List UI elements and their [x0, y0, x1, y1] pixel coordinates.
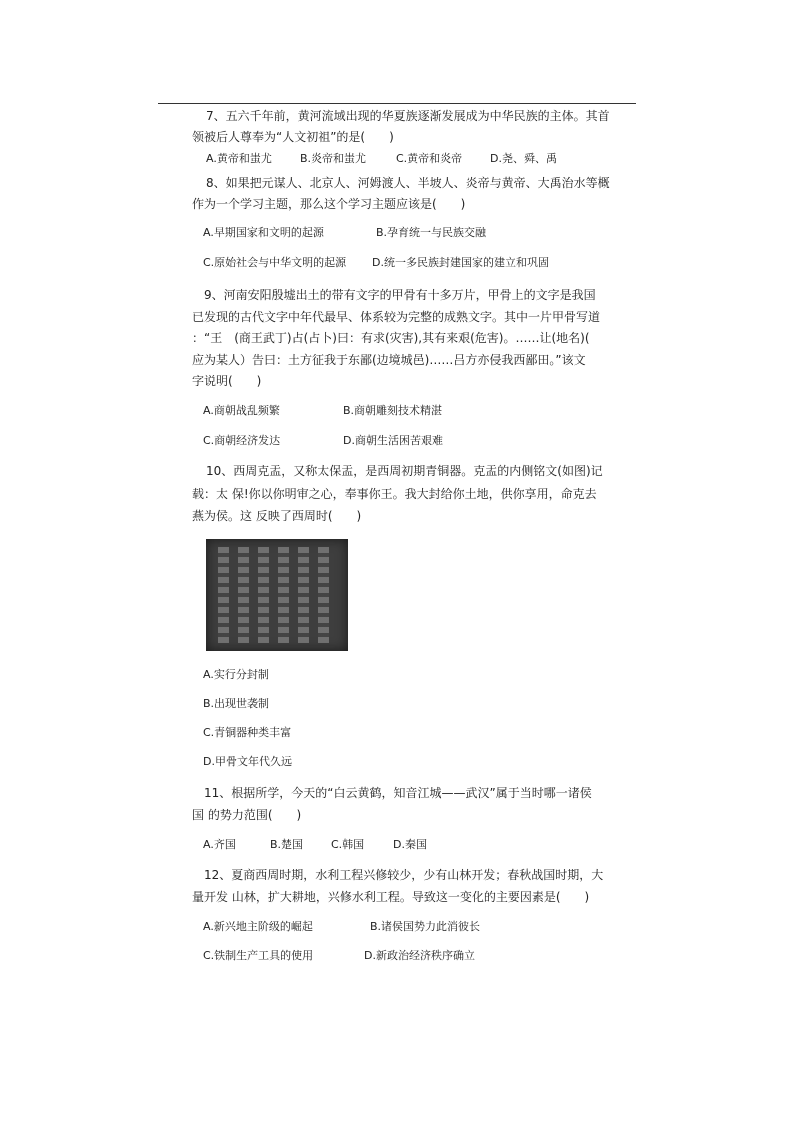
q10-stem-line1: 10、西周克盂，又称太保盂，是西周初期青铜器。克盂的内侧铭文(如图)记	[206, 464, 603, 478]
q9-stem-line4: 应为某人）告曰：土方征我于东鄙(边境城邑)……吕方亦侵我西鄙田。”该文	[192, 353, 586, 367]
q9-stem-line3: ：“王 (商王武丁)占(占卜)曰：有求(灾害),其有来艰(危害)。……让(地名)(	[192, 331, 590, 345]
q8-option-a: A.早期国家和文明的起源	[203, 226, 324, 239]
q7-option-b: B.炎帝和蚩尤	[300, 152, 367, 165]
q7-option-a: A.黄帝和蚩尤	[206, 152, 272, 165]
header-rule	[158, 103, 636, 104]
q12-option-b: B.诸侯国势力此消彼长	[370, 920, 481, 933]
q8-stem-line1: 8、如果把元谋人、北京人、河姆渡人、半坡人、炎帝与黄帝、大禹治水等概	[206, 176, 610, 190]
q11-stem-line2: 国 的势力范围( )	[192, 808, 302, 822]
q12-stem-line2: 量开发 山林，扩大耕地，兴修水利工程。导致这一变化的主要因素是( )	[192, 890, 590, 904]
inscription-rubbing-image	[206, 539, 348, 651]
q10-option-a: A.实行分封制	[203, 668, 269, 681]
q10-option-d: D.甲骨文年代久远	[203, 755, 292, 768]
q12-option-c: C.铁制生产工具的使用	[203, 949, 314, 962]
q11-option-a: A.齐国	[203, 838, 236, 851]
q11-option-d: D.秦国	[393, 838, 427, 851]
q10-option-b: B.出现世袭制	[203, 697, 270, 710]
q9-stem-line5: 字说明( )	[192, 374, 262, 388]
q7-stem-line2: 领被后人尊奉为“人文初祖”的是( )	[192, 130, 394, 144]
q11-option-b: B.楚国	[270, 838, 304, 851]
q7-stem-line1: 7、五六千年前，黄河流域出现的华夏族逐渐发展成为中华民族的主体。其首	[206, 109, 610, 123]
q9-stem-line2: 已发现的古代文字中年代最早、体系较为完整的成熟文字。其中一片甲骨写道	[192, 310, 601, 324]
q11-stem-line1: 11、根据所学，今天的“白云黄鹤，知音江城——武汉”属于当时哪一诸侯	[204, 786, 592, 800]
q9-option-a: A.商朝战乱频繁	[203, 404, 280, 417]
q9-option-b: B.商朝雕刻技术精湛	[343, 404, 443, 417]
q8-stem-line2: 作为一个学习主题，那么这个学习主题应该是( )	[192, 197, 466, 211]
q12-option-a: A.新兴地主阶级的崛起	[203, 920, 313, 933]
q8-option-b: B.孕育统一与民族交融	[376, 226, 487, 239]
q10-stem-line3: 燕为侯。这 反映了西周时( )	[192, 509, 362, 523]
q12-stem-line1: 12、夏商西周时期，水利工程兴修较少，少有山林开发；春秋战国时期，大	[204, 868, 604, 882]
q12-option-d: D.新政治经济秩序确立	[364, 949, 475, 962]
q7-option-d: D.尧、舜、禹	[490, 152, 557, 165]
q10-option-c: C.青铜器种类丰富	[203, 726, 292, 739]
q8-option-c: C.原始社会与中华文明的起源	[203, 256, 347, 269]
q10-stem-line2: 载：太 保!你以你明审之心，奉事你王。我大封给你土地，供你享用，命克去	[192, 487, 597, 501]
q9-stem-line1: 9、河南安阳殷墟出土的带有文字的甲骨有十多万片，甲骨上的文字是我国	[204, 288, 596, 302]
q11-option-c: C.韩国	[331, 838, 365, 851]
q9-option-d: D.商朝生活困苦艰难	[343, 434, 443, 447]
q7-option-c: C.黄帝和炎帝	[396, 152, 463, 165]
q8-option-d: D.统一多民族封建国家的建立和巩固	[372, 256, 549, 269]
q9-option-c: C.商朝经济发达	[203, 434, 281, 447]
